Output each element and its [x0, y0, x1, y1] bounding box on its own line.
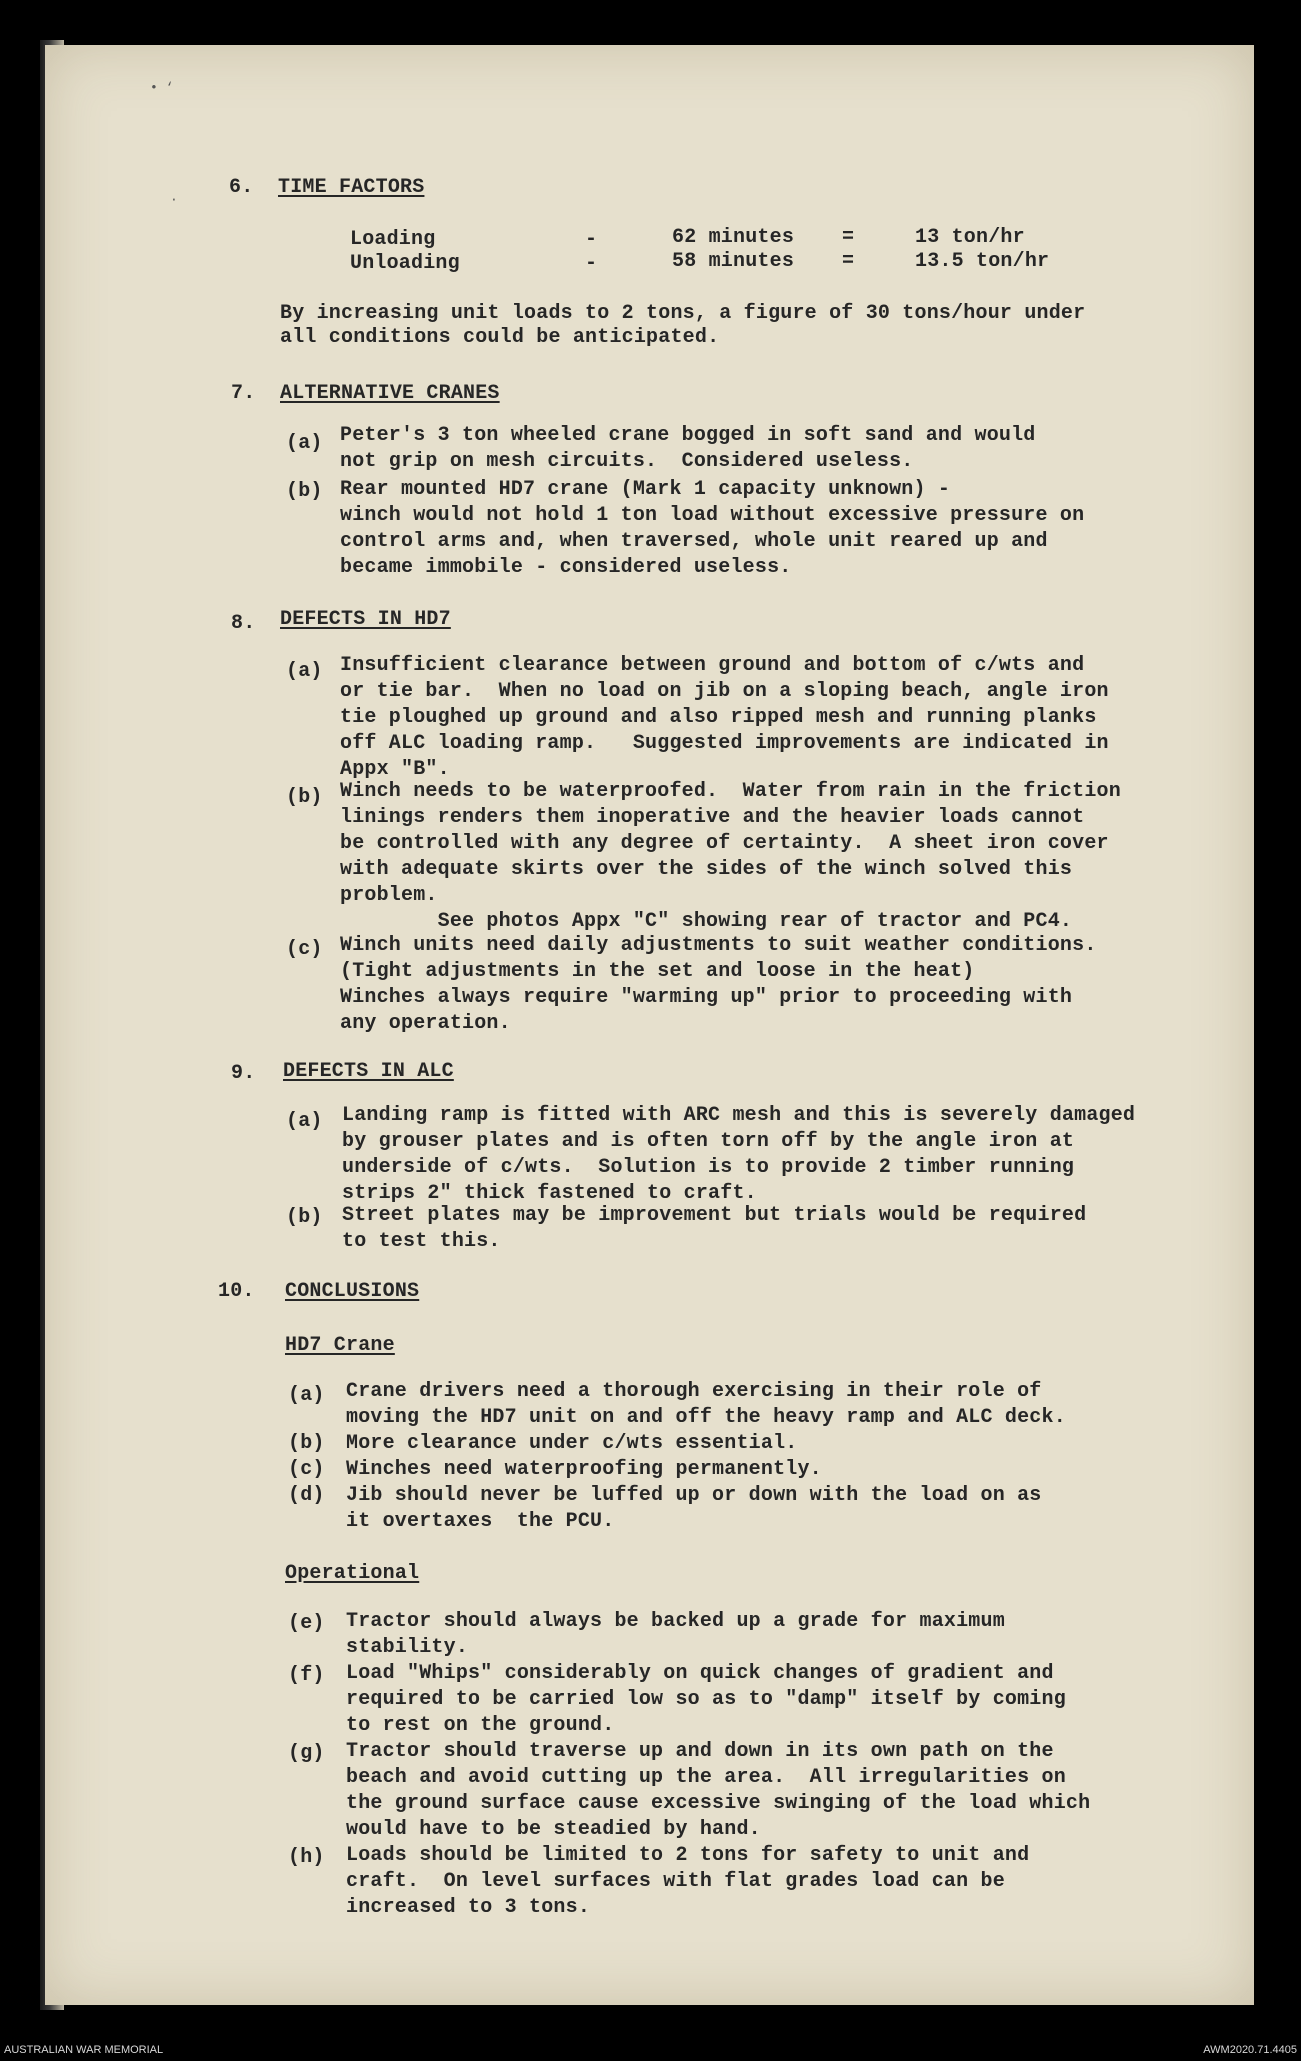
- item-line: control arms and, when traversed, whole unit reared up and: [340, 530, 1048, 553]
- item-label: (g): [288, 1742, 325, 1765]
- item-line: Winches need waterproofing permanently.: [346, 1458, 822, 1481]
- footer-accession-number: AWM2020.71.4405: [1203, 2044, 1297, 2056]
- item-line: Appx "B".: [340, 758, 450, 781]
- item-line: See photos Appx "C" showing rear of tractor and PC4.: [340, 910, 1073, 933]
- section-7-number: 7.: [231, 382, 256, 405]
- pencil-mark: ·: [170, 192, 178, 207]
- item-line: Insufficient clearance between ground and bottom of c/wts and: [340, 654, 1085, 677]
- item-line: the ground surface cause excessive swinging of the load which: [346, 1792, 1091, 1815]
- item-label: (h): [288, 1846, 325, 1869]
- section-6-para-line: By increasing unit loads to 2 tons, a figure of 30 tons/hour under: [280, 302, 1086, 325]
- loading-label: Loading: [350, 228, 436, 251]
- loading-rate: 13 ton/hr: [915, 226, 1025, 249]
- item-line: off ALC loading ramp. Suggested improvements are indicated in: [340, 732, 1109, 755]
- item-line: underside of c/wts. Solution is to provide 2 timber running: [342, 1156, 1075, 1179]
- unloading-rate: 13.5 ton/hr: [915, 250, 1050, 273]
- section-6-heading: TIME FACTORS: [278, 176, 425, 199]
- loading-dash: -: [585, 228, 598, 251]
- item-line: required to be carried low so as to "damp" itself by coming: [346, 1688, 1066, 1711]
- unloading-minutes: 58 minutes: [672, 250, 795, 273]
- item-label: (c): [286, 938, 323, 961]
- item-line: would have to be steadied by hand.: [346, 1818, 761, 1841]
- item-line: with adequate skirts over the sides of the winch solved this: [340, 858, 1073, 881]
- item-line: be controlled with any degree of certainty. A sheet iron cover: [340, 832, 1109, 855]
- item-line: Street plates may be improvement but trials would be required: [342, 1204, 1087, 1227]
- section-10-heading: CONCLUSIONS: [285, 1280, 420, 1303]
- item-label: (d): [288, 1484, 325, 1507]
- item-line: craft. On level surfaces with flat grades load can be: [346, 1870, 1005, 1893]
- section-9-heading: DEFECTS IN ALC: [283, 1060, 454, 1083]
- section-8-heading: DEFECTS IN HD7: [280, 608, 451, 631]
- item-line: to test this.: [342, 1230, 501, 1253]
- item-label: (b): [286, 480, 323, 503]
- item-line: by grouser plates and is often torn off by the angle iron at: [342, 1130, 1075, 1153]
- item-label: (c): [288, 1458, 325, 1481]
- item-line: linings renders them inoperative and the heavier loads cannot: [340, 806, 1085, 829]
- item-line: Rear mounted HD7 crane (Mark 1 capacity unknown) -: [340, 478, 951, 501]
- item-line: strips 2" thick fastened to craft.: [342, 1182, 757, 1205]
- item-line: any operation.: [340, 1012, 511, 1035]
- item-line: stability.: [346, 1636, 469, 1659]
- section-9-number: 9.: [231, 1062, 256, 1085]
- item-line: Load "Whips" considerably on quick changes of gradient and: [346, 1662, 1054, 1685]
- item-line: (Tight adjustments in the set and loose in the heat): [340, 960, 975, 983]
- item-line: it overtaxes the PCU.: [346, 1510, 615, 1533]
- item-line: Winch units need daily adjustments to suit weather conditions.: [340, 934, 1097, 957]
- unloading-label: Unloading: [350, 252, 460, 275]
- hd7-crane-subheading: HD7 Crane: [285, 1334, 395, 1357]
- item-line: Peter's 3 ton wheeled crane bogged in soft sand and would: [340, 424, 1036, 447]
- unloading-equals: =: [842, 250, 855, 273]
- item-line: not grip on mesh circuits. Considered useless.: [340, 450, 914, 473]
- section-10-number: 10.: [218, 1280, 255, 1303]
- item-line: became immobile - considered useless.: [340, 556, 792, 579]
- item-line: Jib should never be luffed up or down with the load on as: [346, 1484, 1042, 1507]
- footer-credit: AUSTRALIAN WAR MEMORIAL: [4, 2044, 164, 2056]
- section-6-para-line: all conditions could be anticipated.: [280, 326, 720, 349]
- pencil-mark: • ‘: [150, 80, 174, 95]
- item-line: More clearance under c/wts essential.: [346, 1432, 798, 1455]
- unloading-dash: -: [585, 252, 598, 275]
- item-line: problem.: [340, 884, 438, 907]
- item-line: Landing ramp is fitted with ARC mesh and this is severely damaged: [342, 1104, 1136, 1127]
- item-line: Tractor should traverse up and down in its own path on the: [346, 1740, 1054, 1763]
- item-line: Crane drivers need a thorough exercising in their role of: [346, 1380, 1042, 1403]
- item-line: or tie bar. When no load on jib on a sloping beach, angle iron: [340, 680, 1109, 703]
- item-label: (f): [288, 1664, 325, 1687]
- item-label: (b): [286, 786, 323, 809]
- item-line: to rest on the ground.: [346, 1714, 615, 1737]
- operational-subheading: Operational: [285, 1562, 420, 1585]
- item-label: (b): [286, 1206, 323, 1229]
- item-line: Winch needs to be waterproofed. Water from rain in the friction: [340, 780, 1121, 803]
- item-label: (e): [288, 1612, 325, 1635]
- item-line: Winches always require "warming up" prior to proceeding with: [340, 986, 1073, 1009]
- item-line: beach and avoid cutting up the area. All irregularities on: [346, 1766, 1066, 1789]
- item-label: (a): [288, 1384, 325, 1407]
- section-8-number: 8.: [231, 612, 256, 635]
- item-label: (a): [286, 1110, 323, 1133]
- item-label: (a): [286, 432, 323, 455]
- item-line: winch would not hold 1 ton load without excessive pressure on: [340, 504, 1085, 527]
- item-label: (a): [286, 660, 323, 683]
- item-line: tie ploughed up ground and also ripped mesh and running planks: [340, 706, 1097, 729]
- loading-equals: =: [842, 226, 855, 249]
- item-line: increased to 3 tons.: [346, 1896, 591, 1919]
- item-label: (b): [288, 1432, 325, 1455]
- loading-minutes: 62 minutes: [672, 226, 795, 249]
- item-line: Tractor should always be backed up a grade for maximum: [346, 1610, 1005, 1633]
- item-line: Loads should be limited to 2 tons for safety to unit and: [346, 1844, 1030, 1867]
- section-6-number: 6.: [229, 176, 254, 199]
- section-7-heading: ALTERNATIVE CRANES: [280, 382, 500, 405]
- item-line: moving the HD7 unit on and off the heavy ramp and ALC deck.: [346, 1406, 1066, 1429]
